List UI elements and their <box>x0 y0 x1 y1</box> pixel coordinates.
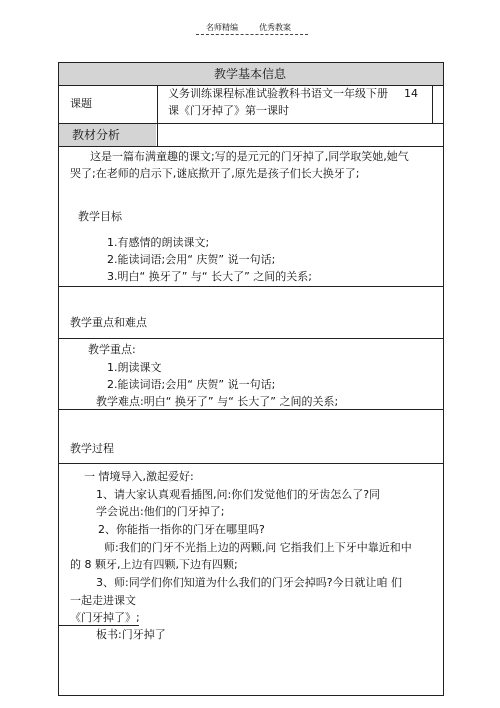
analysis-text-1: 这是一篇布满童趣的课文;写的是元元的门牙掉了,同学取笑她,她气 <box>90 150 409 163</box>
process-line: 一起走进课文 <box>70 594 136 607</box>
row-divider <box>58 338 444 339</box>
process-line: 3、师:同学们你们知道为什么我们的门牙会掉吗?今日就让咱 们 <box>96 576 403 589</box>
process-title: 教学过程 <box>70 442 114 455</box>
table-top-border <box>58 62 444 63</box>
process-line: 《门牙掉了》; <box>70 611 140 624</box>
process-line: 师:我们的门牙不光指上边的两颗,问 它指我们上下牙中靠近和中 <box>104 541 412 554</box>
row-divider <box>58 409 444 410</box>
analysis-col-divider <box>157 123 158 146</box>
process-line: 的 8 颗牙,上边有四颗,下边有四颗; <box>70 558 238 571</box>
header-left: 名师精编 <box>206 23 238 32</box>
table-left-border <box>58 62 59 695</box>
subject-inner-divider <box>432 85 433 123</box>
header-right: 优秀教案 <box>259 23 291 32</box>
process-line: 学会说出:他们的门牙掉了; <box>96 505 225 518</box>
difficulty-text: 教学难点:明白“ 换牙了” 与“ 长大了” 之间的关系; <box>96 395 339 408</box>
process-line: 一 情境导入,激起爱好: <box>84 470 194 483</box>
short-divider <box>59 625 139 626</box>
analysis-label: 教材分析 <box>72 128 121 142</box>
keypoints-title: 教学重点和难点 <box>70 316 147 329</box>
analysis-text-2: 哭了;在老师的启示下,谜底揿开了,原先是孩子们长大换牙了; <box>70 167 360 180</box>
process-line: 1、请大家认真观看插图,问:你们发觉他们的牙齿怎么了?同 <box>96 488 381 501</box>
header-divider <box>196 34 308 35</box>
row-divider <box>58 286 444 287</box>
subject-number: 14 <box>404 87 418 100</box>
table-bottom-border <box>58 695 444 696</box>
subject-line2: 课《门牙掉了》第一课时 <box>168 104 289 117</box>
subject-label: 课题 <box>70 97 92 110</box>
table-title: 教学基本信息 <box>214 67 287 81</box>
subject-col-divider <box>157 85 158 123</box>
goals-title: 教学目标 <box>78 210 122 223</box>
table-right-border <box>443 62 444 695</box>
process-line: 板书:门牙掉了 <box>96 628 166 641</box>
goal-item: 2.能读词语;会用“ 庆贺” 说一句话; <box>107 253 276 266</box>
row-divider <box>58 463 444 464</box>
key-item: 1.朗读课文 <box>107 361 162 374</box>
goal-item: 3.明白“ 换牙了” 与“ 长大了” 之间的关系; <box>107 270 312 283</box>
key-label: 教学重点: <box>88 343 136 356</box>
row-divider <box>58 146 444 147</box>
row-divider <box>58 85 444 86</box>
key-item: 2.能读词语;会用“ 庆贺” 说一句话; <box>107 378 276 391</box>
running-header <box>0 22 500 36</box>
goal-item: 1.有感情的朗读课文; <box>107 236 210 249</box>
process-line: 2、你能指一指你的门牙在哪里吗? <box>98 523 265 536</box>
subject-line1: 义务训练课程标准试验教科书语文一年级下册 <box>168 87 388 100</box>
